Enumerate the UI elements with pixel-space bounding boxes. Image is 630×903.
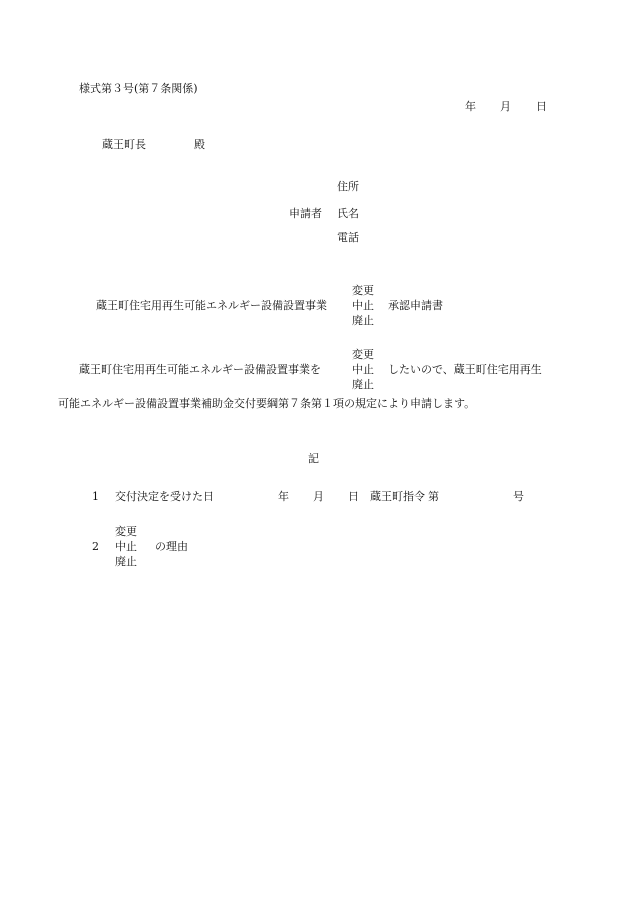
item1-go: 号 xyxy=(513,490,524,503)
item2-reason: の理由 xyxy=(155,540,188,553)
title-project: 蔵王町住宅用再生可能エネルギー設備設置事業 xyxy=(96,299,327,312)
applicant-address-label: 住所 xyxy=(337,180,359,193)
title-option-cancel: 中止 xyxy=(352,299,374,312)
item2-option-change: 変更 xyxy=(115,525,137,538)
addressee-honorific: 殿 xyxy=(194,138,205,151)
title-option-change: 変更 xyxy=(352,284,374,297)
applicant-label: 申請者 xyxy=(289,207,322,220)
item1-year: 年 xyxy=(278,490,289,503)
item1-dai: 第 xyxy=(428,490,439,503)
date-year: 年 xyxy=(465,100,476,113)
date-day: 日 xyxy=(536,100,547,113)
body-prefix: 蔵王町住宅用再生可能エネルギー設備設置事業を xyxy=(79,363,321,376)
item2-number: 2 xyxy=(92,540,99,553)
addressee-name: 蔵王町長 xyxy=(102,138,146,151)
title-suffix: 承認申請書 xyxy=(388,299,443,312)
date-month: 月 xyxy=(500,100,511,113)
item1-day: 日 xyxy=(348,490,359,503)
ki-heading: 記 xyxy=(308,452,319,465)
body-suffix: したいので、蔵王町住宅用再生 xyxy=(388,363,542,376)
body-option-change: 変更 xyxy=(352,348,374,361)
title-option-abolish: 廃止 xyxy=(352,314,374,327)
applicant-name-label: 氏名 xyxy=(337,207,359,220)
item1-label: 交付決定を受けた日 xyxy=(115,490,214,503)
body-line2: 可能エネルギー設備設置事業補助金交付要綱第７条第１項の規定により申請します。 xyxy=(58,397,476,410)
item2-option-abolish: 廃止 xyxy=(115,555,137,568)
item1-month: 月 xyxy=(313,490,324,503)
item1-number: 1 xyxy=(92,490,99,503)
body-option-cancel: 中止 xyxy=(352,363,374,376)
applicant-phone-label: 電話 xyxy=(337,231,359,244)
item2-option-cancel: 中止 xyxy=(115,540,137,553)
item1-directive: 蔵王町指令 xyxy=(370,490,425,503)
form-number: 様式第３号(第７条関係) xyxy=(79,82,198,95)
body-option-abolish: 廃止 xyxy=(352,378,374,391)
